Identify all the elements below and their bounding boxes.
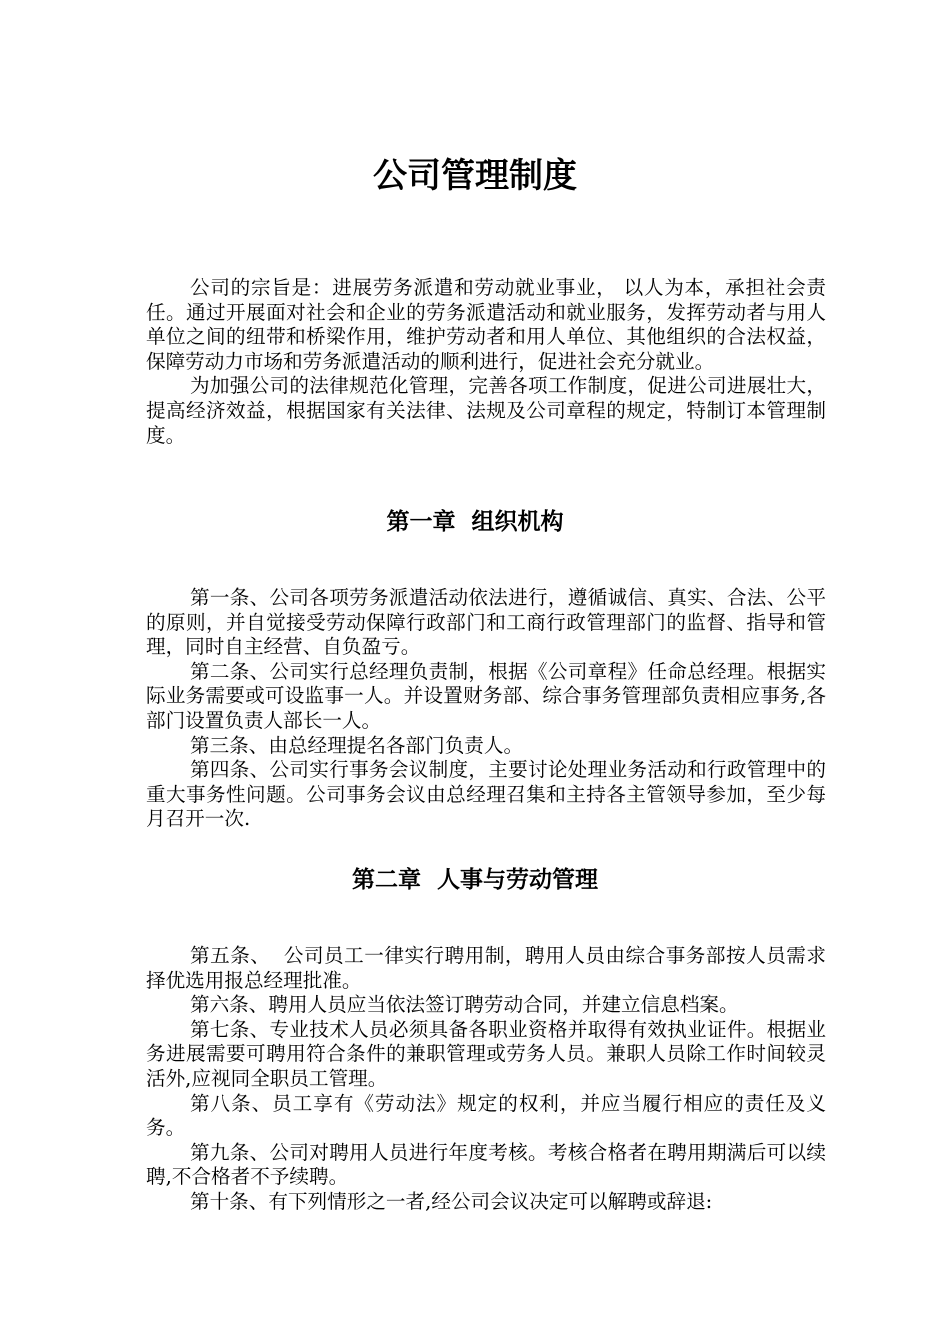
intro-paragraph: 为加强公司的法律规范化管理，完善各项工作制度，促进公司进展壮大，提高经济效益，根据国家有关法律、法规及公司章程的规定，特制订本管理制度。 bbox=[146, 374, 826, 447]
article-paragraph: 第六条、聘用人员应当依法签订聘劳动合同，并建立信息档案。 bbox=[190, 993, 739, 1017]
article-paragraph: 第十条、有下列情形之一者,经公司会议决定可以解聘或辞退: bbox=[190, 1189, 713, 1213]
chapter-2-body bbox=[146, 944, 826, 1215]
intro-paragraph: 公司的宗旨是：进展劳务派遣和劳动就业事业， 以人为本，承担社会责任。通过开展面对社会和企业的劳务派遣活动和就业服务，发挥劳动者与用人单位之间的纽带和桥梁作用，维护劳动者和用人单位、其他组织的合法权益，保障劳动力市场和劳务派遣活动的顺利进行，促进社会充分就业。 bbox=[146, 276, 826, 373]
article-paragraph: 第三条、由总经理提名各部门负责人。 bbox=[190, 733, 524, 757]
article-paragraph: 第九条、公司对聘用人员进行年度考核。考核合格者在聘用期满后可以续聘,不合格者不予续聘。 bbox=[146, 1140, 826, 1189]
article-paragraph: 第一条、公司各项劳务派遣活动依法进行，遵循诚信、真实、合法、公平的原则，并自觉接受劳动保障行政部门和工商行政管理部门的监督、指导和管理，同时自主经营、自负盈亏。 bbox=[146, 586, 826, 659]
document-title: 公司管理制度 bbox=[373, 156, 577, 196]
article-paragraph: 第七条、专业技术人员必须具备各职业资格并取得有效执业证件。根据业务进展需要可聘用符合条件的兼职管理或劳务人员。兼职人员除工作时间较灵活外,应视同全职员工管理。 bbox=[146, 1017, 826, 1090]
chapter-2-title: 第二章 人事与劳动管理 bbox=[351, 867, 598, 893]
article-paragraph: 第八条、员工享有《劳动法》规定的权利，并应当履行相应的责任及义务。 bbox=[146, 1091, 826, 1140]
article-paragraph: 第五条、 公司员工一律实行聘用制，聘用人员由综合事务部按人员需求择优选用报总经理批准。 bbox=[146, 944, 826, 992]
article-paragraph: 第四条、公司实行事务会议制度，主要讨论处理业务活动和行政管理中的重大事务性问题。公司事务会议由总经理召集和主持各主管领导参加，至少每月召开一次. bbox=[146, 758, 826, 831]
article-paragraph: 第二条、公司实行总经理负责制，根据《公司章程》任命总经理。根据实际业务需要或可设监事一人。并设置财务部、综合事务管理部负责相应事务,各部门设置负责人部长一人。 bbox=[146, 659, 826, 732]
chapter-1-body bbox=[146, 586, 826, 832]
chapter-1-title: 第一章 组织机构 bbox=[386, 509, 564, 535]
intro-section bbox=[146, 276, 826, 448]
